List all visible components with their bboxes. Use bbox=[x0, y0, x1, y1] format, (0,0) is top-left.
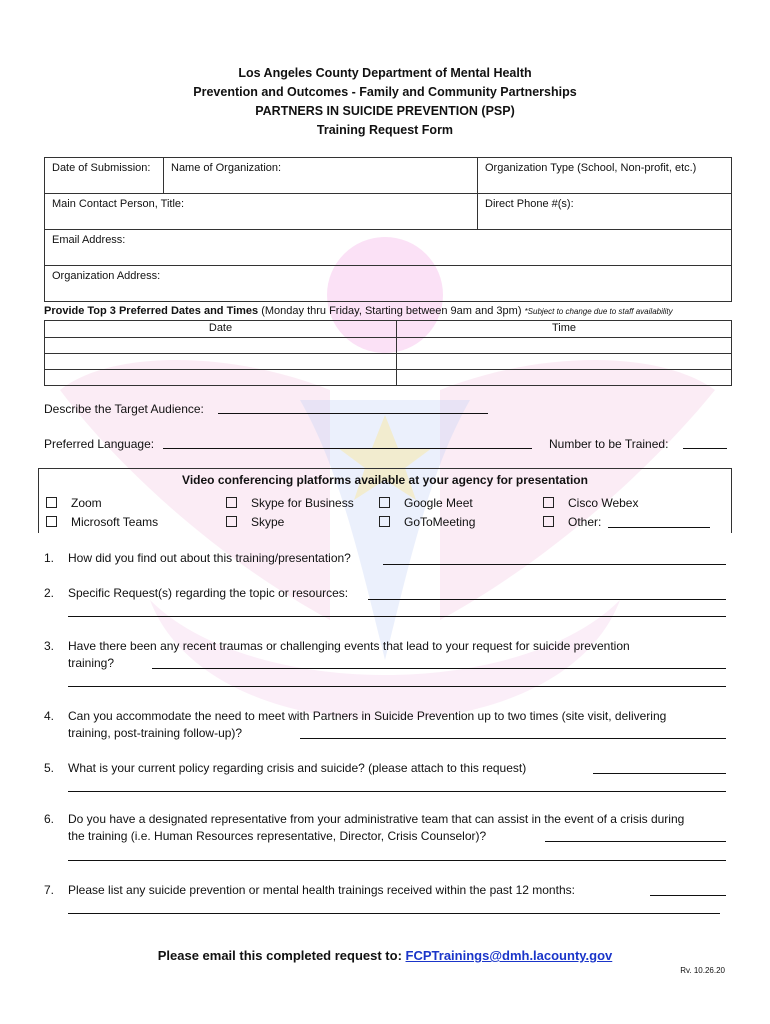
answer-7-line[interactable] bbox=[650, 895, 726, 896]
answer-6-line[interactable] bbox=[545, 841, 726, 842]
option-label: Other: bbox=[568, 515, 602, 529]
date-cell-1[interactable] bbox=[45, 338, 397, 354]
organization-name-label: Name of Organization: bbox=[171, 162, 282, 174]
checkbox-icon[interactable] bbox=[46, 516, 57, 527]
answer-2-line[interactable] bbox=[368, 599, 726, 600]
question-text: Specific Request(s) regarding the topic or resources: bbox=[68, 586, 349, 600]
question-text: Do you have a designated representative from your administrative team that can assist in the event of a crisis during bbox=[68, 812, 685, 826]
answer-3-line-2[interactable] bbox=[68, 686, 726, 687]
email-instructions-text: Please email this completed request to: bbox=[157, 948, 406, 963]
answer-2-line-2[interactable] bbox=[68, 616, 726, 617]
question-number: 5. bbox=[44, 761, 55, 775]
time-column-header: Time bbox=[397, 321, 732, 338]
question-text: What is your current policy regarding crisis and suicide? (please attach to this request) bbox=[68, 761, 527, 775]
checkbox-icon[interactable] bbox=[226, 497, 237, 508]
email-address-label: Email Address: bbox=[52, 234, 126, 246]
answer-7-line-2[interactable] bbox=[68, 913, 720, 914]
organization-type-field[interactable] bbox=[478, 158, 732, 194]
date-cell-3[interactable] bbox=[45, 370, 397, 386]
target-audience-input[interactable] bbox=[218, 413, 488, 414]
preferred-dates-subtitle: (Monday thru Friday, Starting between 9am and 3pm) bbox=[258, 305, 522, 317]
email-address-field[interactable] bbox=[45, 230, 732, 266]
option-gotomeeting[interactable] bbox=[379, 515, 475, 529]
answer-5-line-2[interactable] bbox=[68, 791, 726, 792]
date-cell-2[interactable] bbox=[45, 354, 397, 370]
organization-address-label: Organization Address: bbox=[52, 270, 161, 282]
other-platform-input[interactable] bbox=[608, 527, 710, 528]
number-trained-row bbox=[549, 437, 668, 451]
organization-info-table bbox=[44, 157, 732, 302]
option-skype-for-business[interactable] bbox=[226, 496, 354, 510]
question-number: 3. bbox=[44, 639, 55, 653]
question-text-continued: training? bbox=[68, 656, 115, 670]
preferred-dates-instructions bbox=[44, 305, 673, 317]
answer-1-line[interactable] bbox=[383, 564, 726, 565]
answer-5-line[interactable] bbox=[593, 773, 726, 774]
checkbox-icon[interactable] bbox=[379, 516, 390, 527]
target-audience-label: Describe the Target Audience: bbox=[44, 402, 204, 416]
main-contact-label: Main Contact Person, Title: bbox=[52, 198, 185, 210]
organization-address-field[interactable] bbox=[45, 266, 732, 302]
option-other[interactable] bbox=[543, 515, 601, 529]
option-label: Zoom bbox=[71, 496, 102, 510]
organization-type-label: Organization Type (School, Non-profit, etc.) bbox=[485, 162, 697, 174]
preferred-language-input[interactable] bbox=[163, 448, 532, 449]
answer-6-line-2[interactable] bbox=[68, 860, 726, 861]
question-text: Can you accommodate the need to meet with Partners in Suicide Prevention up to two times (site visit, delivering bbox=[68, 709, 667, 723]
partners-title: PARTNERS IN SUICIDE PREVENTION (PSP) bbox=[255, 104, 515, 118]
time-cell-3[interactable] bbox=[397, 370, 732, 386]
time-cell-1[interactable] bbox=[397, 338, 732, 354]
checkbox-icon[interactable] bbox=[226, 516, 237, 527]
question-text-continued: the training (i.e. Human Resources representative, Director, Crisis Counselor)? bbox=[68, 829, 487, 843]
question-number: 1. bbox=[44, 551, 55, 565]
date-column-header: Date bbox=[45, 321, 397, 338]
option-label: Skype bbox=[251, 515, 285, 529]
date-of-submission-label: Date of Submission: bbox=[52, 162, 151, 174]
question-number: 6. bbox=[44, 812, 55, 826]
checkbox-icon[interactable] bbox=[46, 497, 57, 508]
option-label: Microsoft Teams bbox=[71, 515, 159, 529]
form-header bbox=[0, 64, 770, 140]
preferred-dates-title: Provide Top 3 Preferred Dates and Times bbox=[44, 305, 259, 317]
option-label: GoToMeeting bbox=[404, 515, 476, 529]
number-trained-label: Number to be Trained: bbox=[549, 437, 669, 451]
option-skype[interactable] bbox=[226, 515, 284, 529]
answer-3-line[interactable] bbox=[152, 668, 726, 669]
time-cell-2[interactable] bbox=[397, 354, 732, 370]
video-platforms-title: Video conferencing platforms available at your agency for presentation bbox=[182, 473, 588, 487]
checkbox-icon[interactable] bbox=[379, 497, 390, 508]
target-audience-row bbox=[44, 402, 204, 416]
option-label: Cisco Webex bbox=[568, 496, 639, 510]
option-google-meet[interactable] bbox=[379, 496, 473, 510]
option-label: Skype for Business bbox=[251, 496, 354, 510]
checkbox-icon[interactable] bbox=[543, 516, 554, 527]
availability-note: *Subject to change due to staff availability bbox=[524, 307, 673, 316]
date-of-submission-field[interactable] bbox=[45, 158, 164, 194]
revision-label: Rv. 10.26.20 bbox=[680, 966, 725, 975]
direct-phone-field[interactable] bbox=[478, 194, 732, 230]
submission-email-link[interactable]: FCPTrainings@dmh.lacounty.gov bbox=[405, 948, 613, 963]
question-text-continued: training, post-training follow-up)? bbox=[68, 726, 243, 740]
organization-name-field[interactable] bbox=[164, 158, 478, 194]
question-number: 4. bbox=[44, 709, 55, 723]
email-instructions bbox=[0, 948, 770, 963]
question-text: Please list any suicide prevention or mental health trainings received within the past 12 months: bbox=[68, 883, 575, 897]
preferred-dates-table bbox=[44, 320, 732, 386]
program-title: Prevention and Outcomes - Family and Community Partnerships bbox=[193, 85, 577, 99]
main-contact-field[interactable] bbox=[45, 194, 478, 230]
question-text: How did you find out about this training/presentation? bbox=[68, 551, 351, 565]
question-number: 7. bbox=[44, 883, 55, 897]
question-number: 2. bbox=[44, 586, 55, 600]
answer-4-line[interactable] bbox=[300, 738, 726, 739]
option-microsoft-teams[interactable] bbox=[46, 515, 158, 529]
preferred-language-label: Preferred Language: bbox=[44, 437, 155, 451]
department-title: Los Angeles County Department of Mental Health bbox=[238, 66, 532, 80]
checkbox-icon[interactable] bbox=[543, 497, 554, 508]
preferred-language-row bbox=[44, 437, 154, 451]
number-trained-input[interactable] bbox=[683, 448, 727, 449]
option-cisco-webex[interactable] bbox=[543, 496, 638, 510]
option-zoom[interactable] bbox=[46, 496, 102, 510]
form-title: Training Request Form bbox=[316, 123, 454, 137]
option-label: Google Meet bbox=[404, 496, 473, 510]
direct-phone-label: Direct Phone #(s): bbox=[485, 198, 574, 210]
question-text: Have there been any recent traumas or challenging events that lead to your request for suicide prevention bbox=[68, 639, 630, 653]
